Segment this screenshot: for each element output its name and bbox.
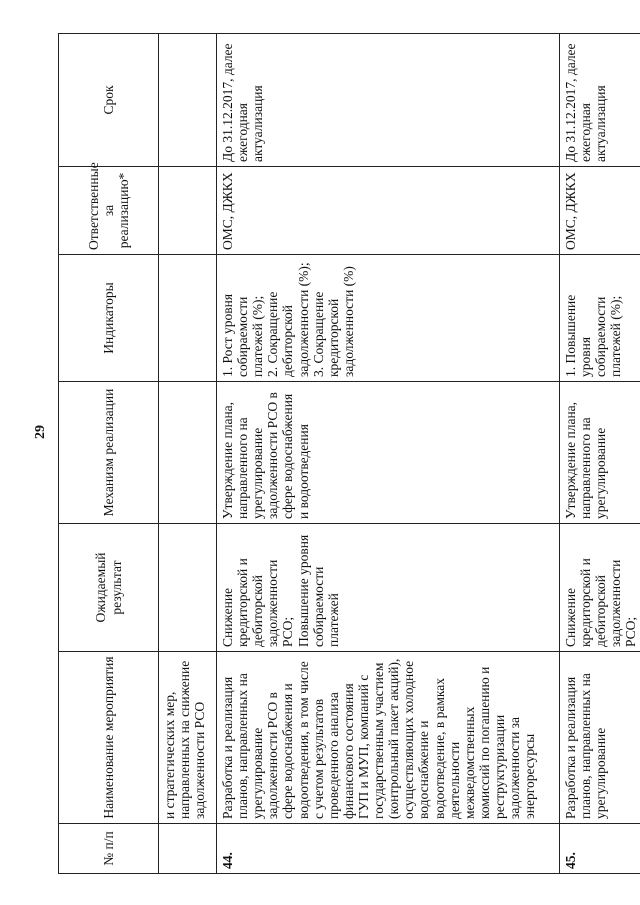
table-row bbox=[159, 34, 217, 874]
row-result bbox=[159, 524, 217, 652]
row-term: До 31.12.2017, далее ежегодная актуализация bbox=[560, 34, 640, 167]
header-responsible: Ответственные за реализацию* bbox=[59, 167, 159, 255]
row-mechanism: Утверждение плана, направленного на урегулирование bbox=[560, 382, 640, 524]
table-row bbox=[560, 34, 640, 874]
row-indicators: 1. Повышение уровня собираемости платежей (%); bbox=[560, 255, 640, 382]
row-mechanism bbox=[159, 382, 217, 524]
row-num: 44. bbox=[217, 824, 560, 874]
header-indicators: Индикаторы bbox=[59, 255, 159, 382]
row-responsible: ОМС, ДЖКХ bbox=[560, 167, 640, 255]
row-responsible bbox=[159, 167, 217, 255]
header-name: Наименование мероприятия bbox=[59, 652, 159, 824]
row-indicators bbox=[159, 255, 217, 382]
header-term: Срок bbox=[59, 34, 159, 167]
header-mechanism: Механизм реализации bbox=[59, 382, 159, 524]
page-number: 29 bbox=[33, 425, 48, 439]
row-mechanism: Утверждение плана, направленного на урегулирование задолженности РСО в сфере водоснабжения и водоотведения bbox=[217, 382, 560, 524]
row-name: Разработка и реализация планов, направленных на урегулирование bbox=[560, 652, 640, 824]
rotated-table-container bbox=[58, 34, 639, 874]
table-header-row bbox=[59, 34, 159, 874]
row-term: До 31.12.2017, далее ежегодная актуализация bbox=[217, 34, 560, 167]
row-result: Снижение кредиторской и дебиторской задолженности РСО; Повышение уровня собираемости платежей bbox=[217, 524, 560, 652]
row-name: Разработка и реализация планов, направленных на урегулирование задолженности РСО в сфере водоснабжения и водоотведения, в том числе с учетом результатов проведенного анализа финансового состояния ГУП и МУП, компаний с государственным участием (контрольный пакет акций), осуществляющих холодное водоснабжение и водоотведение, в рамках деятельности межведомственных комиссий по погашению и реструктуризации задолженности за энергоресурсы bbox=[217, 652, 560, 824]
row-num: 45. bbox=[560, 824, 640, 874]
row-term bbox=[159, 34, 217, 167]
measures-table bbox=[58, 33, 640, 874]
row-result: Снижение кредиторской и дебиторской задолженности РСО; bbox=[560, 524, 640, 652]
row-indicators: 1. Рост уровня собираемости платежей (%); 2. Сокращение дебиторской задолженности (%); 3. Сокращение кредиторской задолженности (%) bbox=[217, 255, 560, 382]
row-name: и стратегических мер, направленных на снижение задолженности РСО bbox=[159, 652, 217, 824]
header-result: Ожидаемый результат bbox=[59, 524, 159, 652]
row-responsible: ОМС, ДЖКХ bbox=[217, 167, 560, 255]
table-row bbox=[217, 34, 560, 874]
header-num: № п/п bbox=[59, 824, 159, 874]
row-num bbox=[159, 824, 217, 874]
